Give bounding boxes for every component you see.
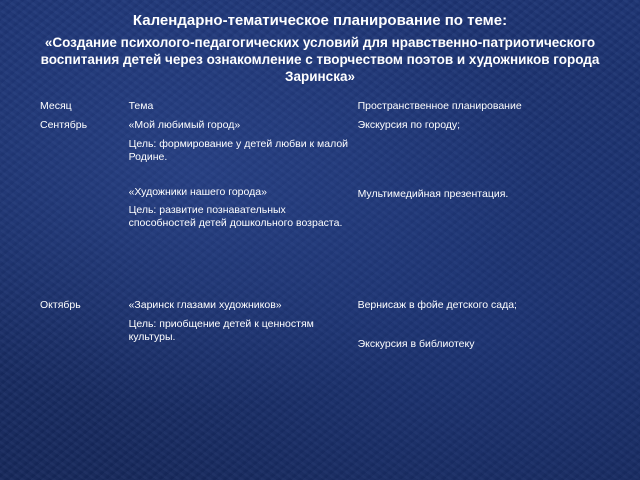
topic-title: «Мой любимый город» <box>128 119 241 131</box>
space-item: Вернисаж в фойе детского сада; <box>357 299 517 311</box>
topic-goal: Цель: развитие познавательных способностей детей дошкольного возраста. <box>128 204 343 229</box>
table-header-row <box>32 100 612 119</box>
month-cell: Октябрь <box>40 299 81 311</box>
topic-title: «Заринск глазами художников» <box>128 299 282 311</box>
month-cell: Сентябрь <box>40 119 88 131</box>
topic-goal: Цель: формирование у детей любви к малой Родине. <box>128 138 349 163</box>
header-month: Месяц <box>40 100 72 112</box>
topic-title: «Художники нашего города» <box>128 186 267 198</box>
header-space: Пространственное планирование <box>357 100 522 112</box>
space-cell <box>354 299 612 351</box>
page-subtitle: «Создание психолого-педагогических условий для нравственно-патриотического воспитания детей через ознакомление с творчеством поэтов и художников города Заринска» <box>40 35 600 84</box>
table-row <box>32 299 612 351</box>
space-item: Мультимедийная презентация. <box>357 188 509 200</box>
planning-table <box>32 100 612 351</box>
topic-cell <box>129 119 354 299</box>
topic-cell <box>129 299 354 351</box>
page-title: Календарно-тематическое планирование по теме: <box>132 12 508 29</box>
space-item: Экскурсия в библиотеку <box>357 338 475 350</box>
space-item: Экскурсия по городу; <box>357 119 461 131</box>
space-cell <box>354 119 612 299</box>
table-row <box>32 119 612 299</box>
topic-goal: Цель: приобщение детей к ценностям культуры. <box>128 318 314 343</box>
header-topic: Тема <box>128 100 154 112</box>
